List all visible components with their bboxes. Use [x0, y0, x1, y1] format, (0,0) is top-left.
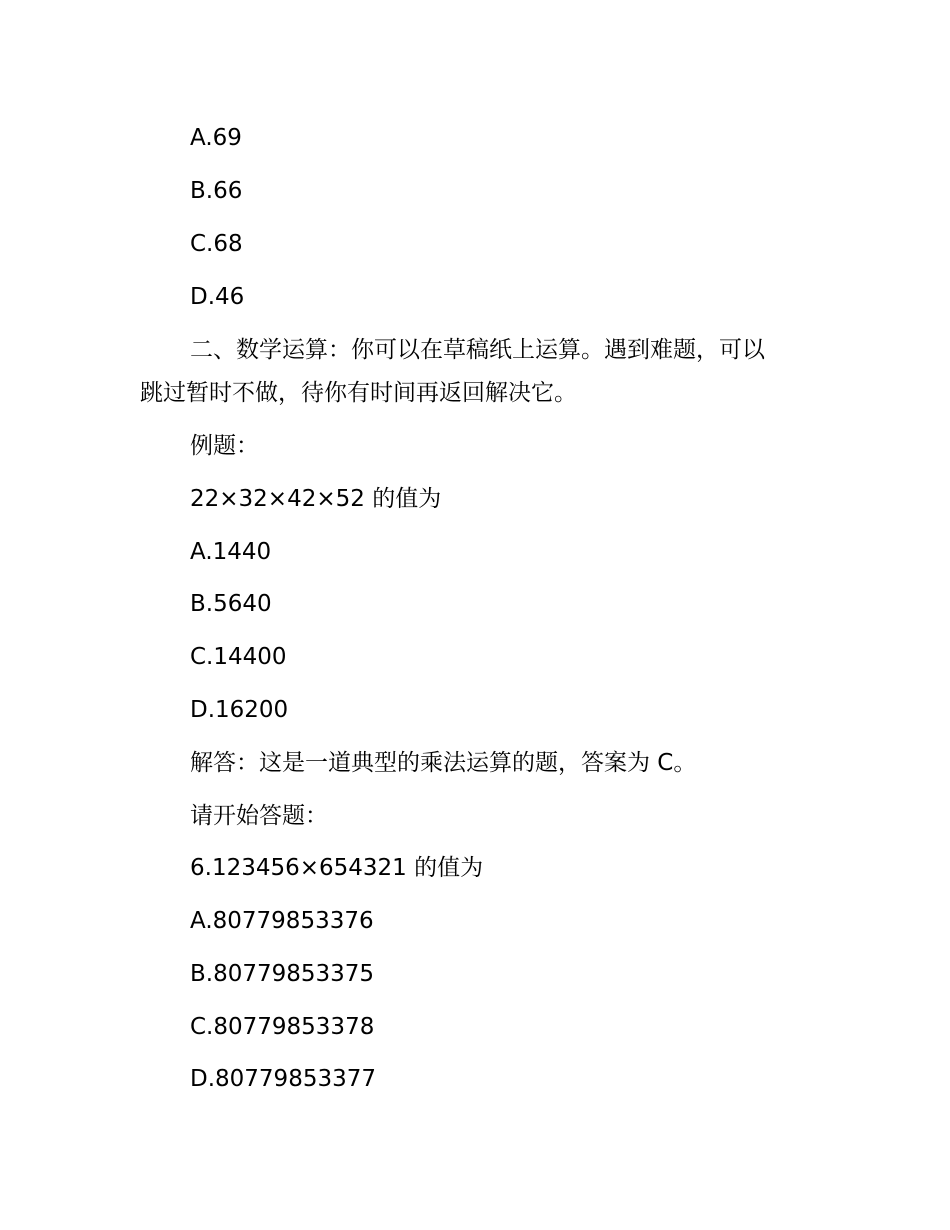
question6-option-c: C.80779853378	[190, 1014, 375, 1040]
question6-text: 6.123456×654321 的值为	[190, 855, 484, 881]
example-answer: 解答：这是一道典型的乘法运算的题，答案为 C。	[190, 750, 697, 776]
section2-instruction-line1: 二、数学运算：你可以在草稿纸上运算。遇到难题，可以	[190, 337, 765, 363]
example-option-a: A.1440	[190, 539, 272, 565]
start-prompt: 请开始答题：	[190, 803, 328, 829]
section2-instruction-line2: 跳过暂时不做，待你有时间再返回解决它。	[140, 380, 577, 406]
example-option-d: D.16200	[190, 697, 289, 723]
example-label: 例题：	[190, 433, 259, 459]
example-option-c: C.14400	[190, 644, 287, 670]
q5-option-b: B.66	[190, 178, 243, 204]
question6-option-a: A.80779853376	[190, 908, 374, 934]
example-option-b: B.5640	[190, 591, 272, 617]
question6-option-b: B.80779853375	[190, 961, 375, 987]
q5-option-d: D.46	[190, 284, 245, 310]
question6-option-d: D.80779853377	[190, 1066, 376, 1092]
q5-option-a: A.69	[190, 125, 242, 151]
example-question: 22×32×42×52 的值为	[190, 486, 442, 512]
q5-option-c: C.68	[190, 231, 243, 257]
